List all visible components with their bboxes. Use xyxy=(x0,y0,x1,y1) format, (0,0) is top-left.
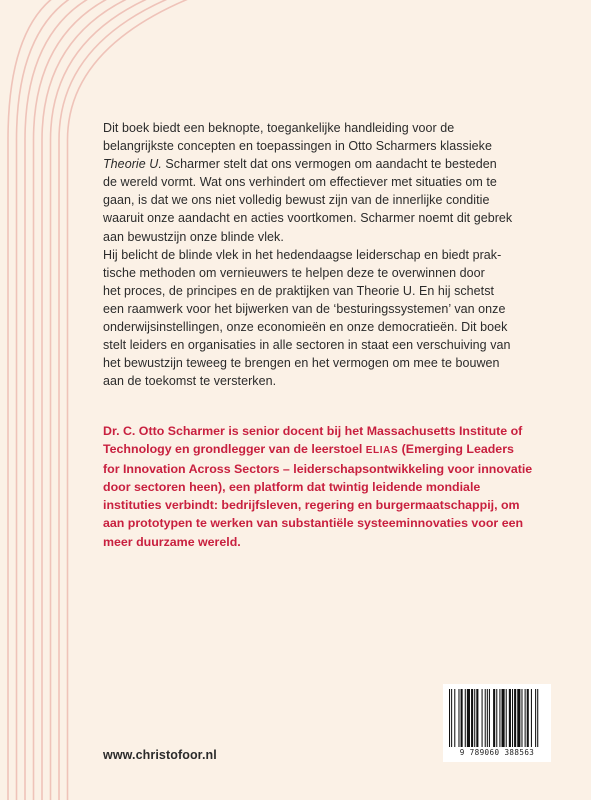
barcode-bar xyxy=(509,689,511,747)
barcode-bar xyxy=(451,689,452,747)
barcode-bar xyxy=(461,689,463,747)
bio-elias: ELIAS xyxy=(365,445,399,457)
bio-line: instituties verbindt: bedrijfsleven, regering en burgermaatschappij, om xyxy=(103,498,520,513)
book-title: Theorie U. xyxy=(103,157,162,172)
description-line: Hij belicht de blinde vlek in het hedendaagse leiderschap en biedt prak- xyxy=(103,247,502,262)
bio-line: meer duurzame wereld. xyxy=(103,534,241,549)
barcode-bars xyxy=(449,689,545,747)
description-line: Theorie U. Scharmer stelt dat ons vermogen om aandacht te besteden xyxy=(103,157,497,172)
bio-line: aan prototypen te werken van substantiële systeeminnovaties voor een xyxy=(103,516,524,531)
bio-line: for Innovation Across Sectors – leiderschapsontwikkeling voor innovatie xyxy=(103,462,533,477)
barcode xyxy=(443,684,551,762)
description-line: de wereld vormt. Wat ons verhindert om effectiever met situaties om te xyxy=(103,175,497,190)
description-line: waaruit onze aandacht en acties voortkomen. Scharmer noemt dit gebrek xyxy=(103,211,513,226)
barcode-bar xyxy=(525,689,526,747)
barcode-bar xyxy=(493,689,495,747)
barcode-bar xyxy=(449,689,450,747)
barcode-bar xyxy=(502,689,505,747)
description-line: tische methoden om vernieuwers te helpen deze te overwinnen door xyxy=(103,265,485,280)
description-line: gaan, is dat we ons niet volledig bewust zijn van de innerlijke conditie xyxy=(103,193,490,208)
publisher-url[interactable]: www.christofoor.nl xyxy=(103,748,217,762)
barcode-bar xyxy=(506,689,507,747)
barcode-bar xyxy=(514,689,516,747)
bio-line: door sectoren heen), een platform dat twintig leidende mondiale xyxy=(103,480,481,495)
isbn-number: 9 789060 388563 xyxy=(459,748,535,757)
description-line: een raamwerk voor het bijwerken van de ‘besturingssystemen’ van onze xyxy=(103,301,506,316)
description-line: het bewustzijn teweeg te brengen en het vermogen om mee te bouwen xyxy=(103,356,500,371)
arc-line xyxy=(8,0,98,800)
barcode-bar xyxy=(527,689,529,747)
barcode-bar xyxy=(537,689,538,747)
description-line: aan de toekomst te versterken. xyxy=(103,374,277,389)
barcode-bar xyxy=(535,689,536,747)
description-line: het proces, de principes en de praktijken van Theorie U. En hij schetst xyxy=(103,283,495,298)
book-description xyxy=(103,119,533,390)
barcode-bar xyxy=(531,689,532,747)
barcode-bar xyxy=(465,689,466,747)
barcode-bar xyxy=(476,689,478,747)
barcode-bar xyxy=(521,689,522,747)
description-line: aan bewustzijn onze blinde vlek. xyxy=(103,229,284,244)
barcode-bar xyxy=(499,689,500,747)
description-line: Dit boek biedt een beknopte, toegankelijke handleiding voor de xyxy=(103,121,455,135)
description-line: stelt leiders en organisaties in alle sectoren in staat een verschuiving van xyxy=(103,338,511,353)
barcode-bar xyxy=(496,689,497,747)
barcode-bar xyxy=(467,689,470,747)
barcode-bar xyxy=(512,689,513,747)
barcode-bar xyxy=(517,689,520,747)
author-bio xyxy=(103,422,543,551)
barcode-bar xyxy=(489,689,490,747)
bio-text: Technology en grondlegger van de leerstoel xyxy=(103,442,366,457)
barcode-bar xyxy=(454,689,455,747)
description-line: onderwijsinstellingen, onze economieën en onze democratieën. Dit boek xyxy=(103,320,508,335)
barcode-bar xyxy=(474,689,475,747)
bio-line: Dr. C. Otto Scharmer is senior docent bij het Massachusetts Institute of xyxy=(103,424,523,438)
barcode-bar xyxy=(471,689,473,747)
barcode-bar xyxy=(485,689,486,747)
bio-line xyxy=(103,440,543,460)
barcode-bar xyxy=(487,689,488,747)
barcode-bar xyxy=(458,689,459,747)
bio-text: (Emerging Leaders xyxy=(398,442,514,457)
description-line: belangrijkste concepten en toepassingen in Otto Scharmers klassieke xyxy=(103,139,492,154)
barcode-bar xyxy=(482,689,483,747)
